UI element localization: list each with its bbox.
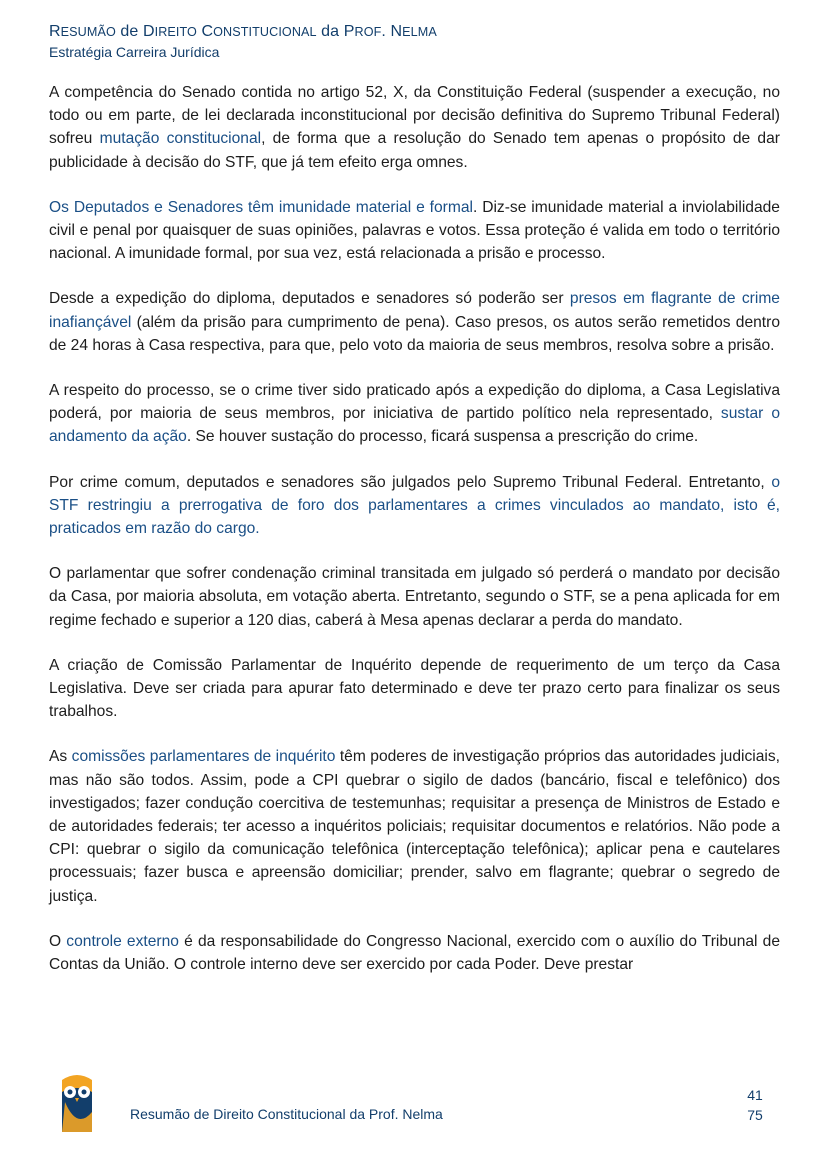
- text-segment: , de forma que a resolução do Senado tem apenas o propósito de dar publicidade à decisão do STF, que já tem efeito erga omnes.: [49, 130, 780, 171]
- paragraph: [49, 562, 780, 632]
- paragraph: [49, 81, 780, 174]
- text-segment: As: [49, 748, 72, 766]
- paragraph: [49, 654, 780, 724]
- paragraph: [49, 287, 780, 357]
- highlighted-text: controle externo: [66, 932, 179, 950]
- page-header: [49, 22, 779, 62]
- title-initial: C: [201, 23, 214, 40]
- title-fragment: .: [381, 23, 391, 40]
- text-segment: (além da prisão para cumprimento de pena). Caso presos, os autos serão remetidos dentro de 24 horas à Casa respectiva, para que, pelo voto da maioria de seus membros, resolva sobre a prisão.: [49, 313, 780, 354]
- highlighted-text: presos em flagrante de crime inafiançável: [49, 290, 780, 331]
- title-fragment: ELMA: [402, 25, 437, 39]
- document-body: [49, 81, 780, 998]
- paragraph: [49, 196, 780, 266]
- paragraph: [49, 471, 780, 541]
- text-segment: O: [49, 932, 67, 950]
- title-fragment: IREITO: [154, 25, 197, 39]
- owl-logo-icon: [58, 1072, 96, 1134]
- title-fragment: da: [316, 23, 344, 40]
- text-segment: é da responsabilidade do Congresso Nacional, exercido com o auxílio do Tribunal de Contas da União. O controle interno deve ser exercido por cada Poder. Deve prestar: [49, 932, 781, 974]
- highlighted-text: Os Deputados e Senadores têm imunidade material e formal: [49, 198, 473, 216]
- text-segment: O parlamentar que sofrer condenação criminal transitada em julgado só perderá o mandato por decisão da Casa, por maioria absoluta, em votação aberta. Entretanto, segundo o STF, se a pena aplicada for em regime fechado e superior a 120 dias, caberá à Mesa apenas declarar a perda do mandato.: [49, 565, 780, 629]
- page-number: [742, 1085, 768, 1125]
- paragraph: [49, 745, 780, 907]
- title-fragment: ONSTITUCIONAL: [213, 25, 317, 39]
- paragraph: [49, 379, 780, 449]
- title-fragment: de: [115, 23, 143, 40]
- text-segment: . Diz-se imunidade material a inviolabilidade civil e penal por quaisquer de suas opiniões, palavras e votos. Essa proteção é valida em todo o território nacional. A imunidade formal, por sua vez, está relacionada a prisão e processo.: [49, 198, 780, 263]
- current-page: 41: [747, 1087, 763, 1103]
- highlighted-text: o STF restringiu a prerrogativa de foro dos parlamentares a crimes vinculados ao mandato, isto é, praticados em razão do cargo.: [49, 473, 780, 538]
- highlighted-text: comissões parlamentares de inquérito: [71, 748, 336, 766]
- footer-text: Resumão de Direito Constitucional da Prof. Nelma: [130, 1106, 443, 1122]
- text-segment: A criação de Comissão Parlamentar de Inquérito depende de requerimento de um terço da Casa Legislativa. Deve ser criada para apurar fato determinado e deve ter prazo certo para finalizar os seus trabalhos.: [49, 656, 780, 721]
- text-segment: Desde a expedição do diploma, deputados e senadores só poderão ser: [49, 290, 570, 308]
- title-initial: P: [343, 23, 355, 40]
- title-initial: R: [49, 23, 61, 40]
- title-initial: N: [390, 23, 403, 40]
- highlighted-text: sustar o andamento da ação: [49, 405, 780, 446]
- text-segment: têm poderes de investigação próprios das autoridades judiciais, mas não são todos. Assim, pode a CPI quebrar o sigilo de dados (bancário, fiscal e telefônico) dos investigados; fazer condução coercitiva de testemunhas; requisitar a presença de Ministros de Estado e de autoridades federais; ter acesso a inquéritos policiais; requisitar documentos e relatórios. Não pode a CPI: quebrar o sigilo da comunicação telefônica (interceptação telefônica); aplicar pena e cautelares processuais; fazer busca e apreensão domiciliar; prender, salvo em flagrante; quebrar o segredo de justiça.: [49, 748, 780, 905]
- title-fragment: ROF: [354, 25, 382, 39]
- header-title: [49, 22, 779, 42]
- title-fragment: ESUMÃO: [60, 25, 116, 39]
- highlighted-text: mutação constitucional: [99, 130, 262, 148]
- paragraph: [49, 930, 780, 976]
- text-segment: A respeito do processo, se o crime tiver sido praticado após a expedição do diploma, a Casa Legislativa poderá, por maioria de seus membros, por iniciativa de partido político nela representado,: [49, 382, 780, 423]
- text-segment: . Se houver sustação do processo, ficará suspensa a prescrição do crime.: [186, 428, 699, 446]
- header-subtitle: Estratégia Carreira Jurídica: [49, 44, 220, 60]
- text-segment: A competência do Senado contida no artigo 52, X, da Constituição Federal (suspender a execução, no todo ou em parte, de lei declarada inconstitucional por decisão definitiva do Supremo Tribunal Federal) sofreu: [49, 84, 780, 148]
- total-pages: 75: [747, 1107, 763, 1123]
- text-segment: Por crime comum, deputados e senadores são julgados pelo Supremo Tribunal Federal. Entretanto,: [49, 473, 772, 491]
- title-initial: D: [142, 23, 155, 40]
